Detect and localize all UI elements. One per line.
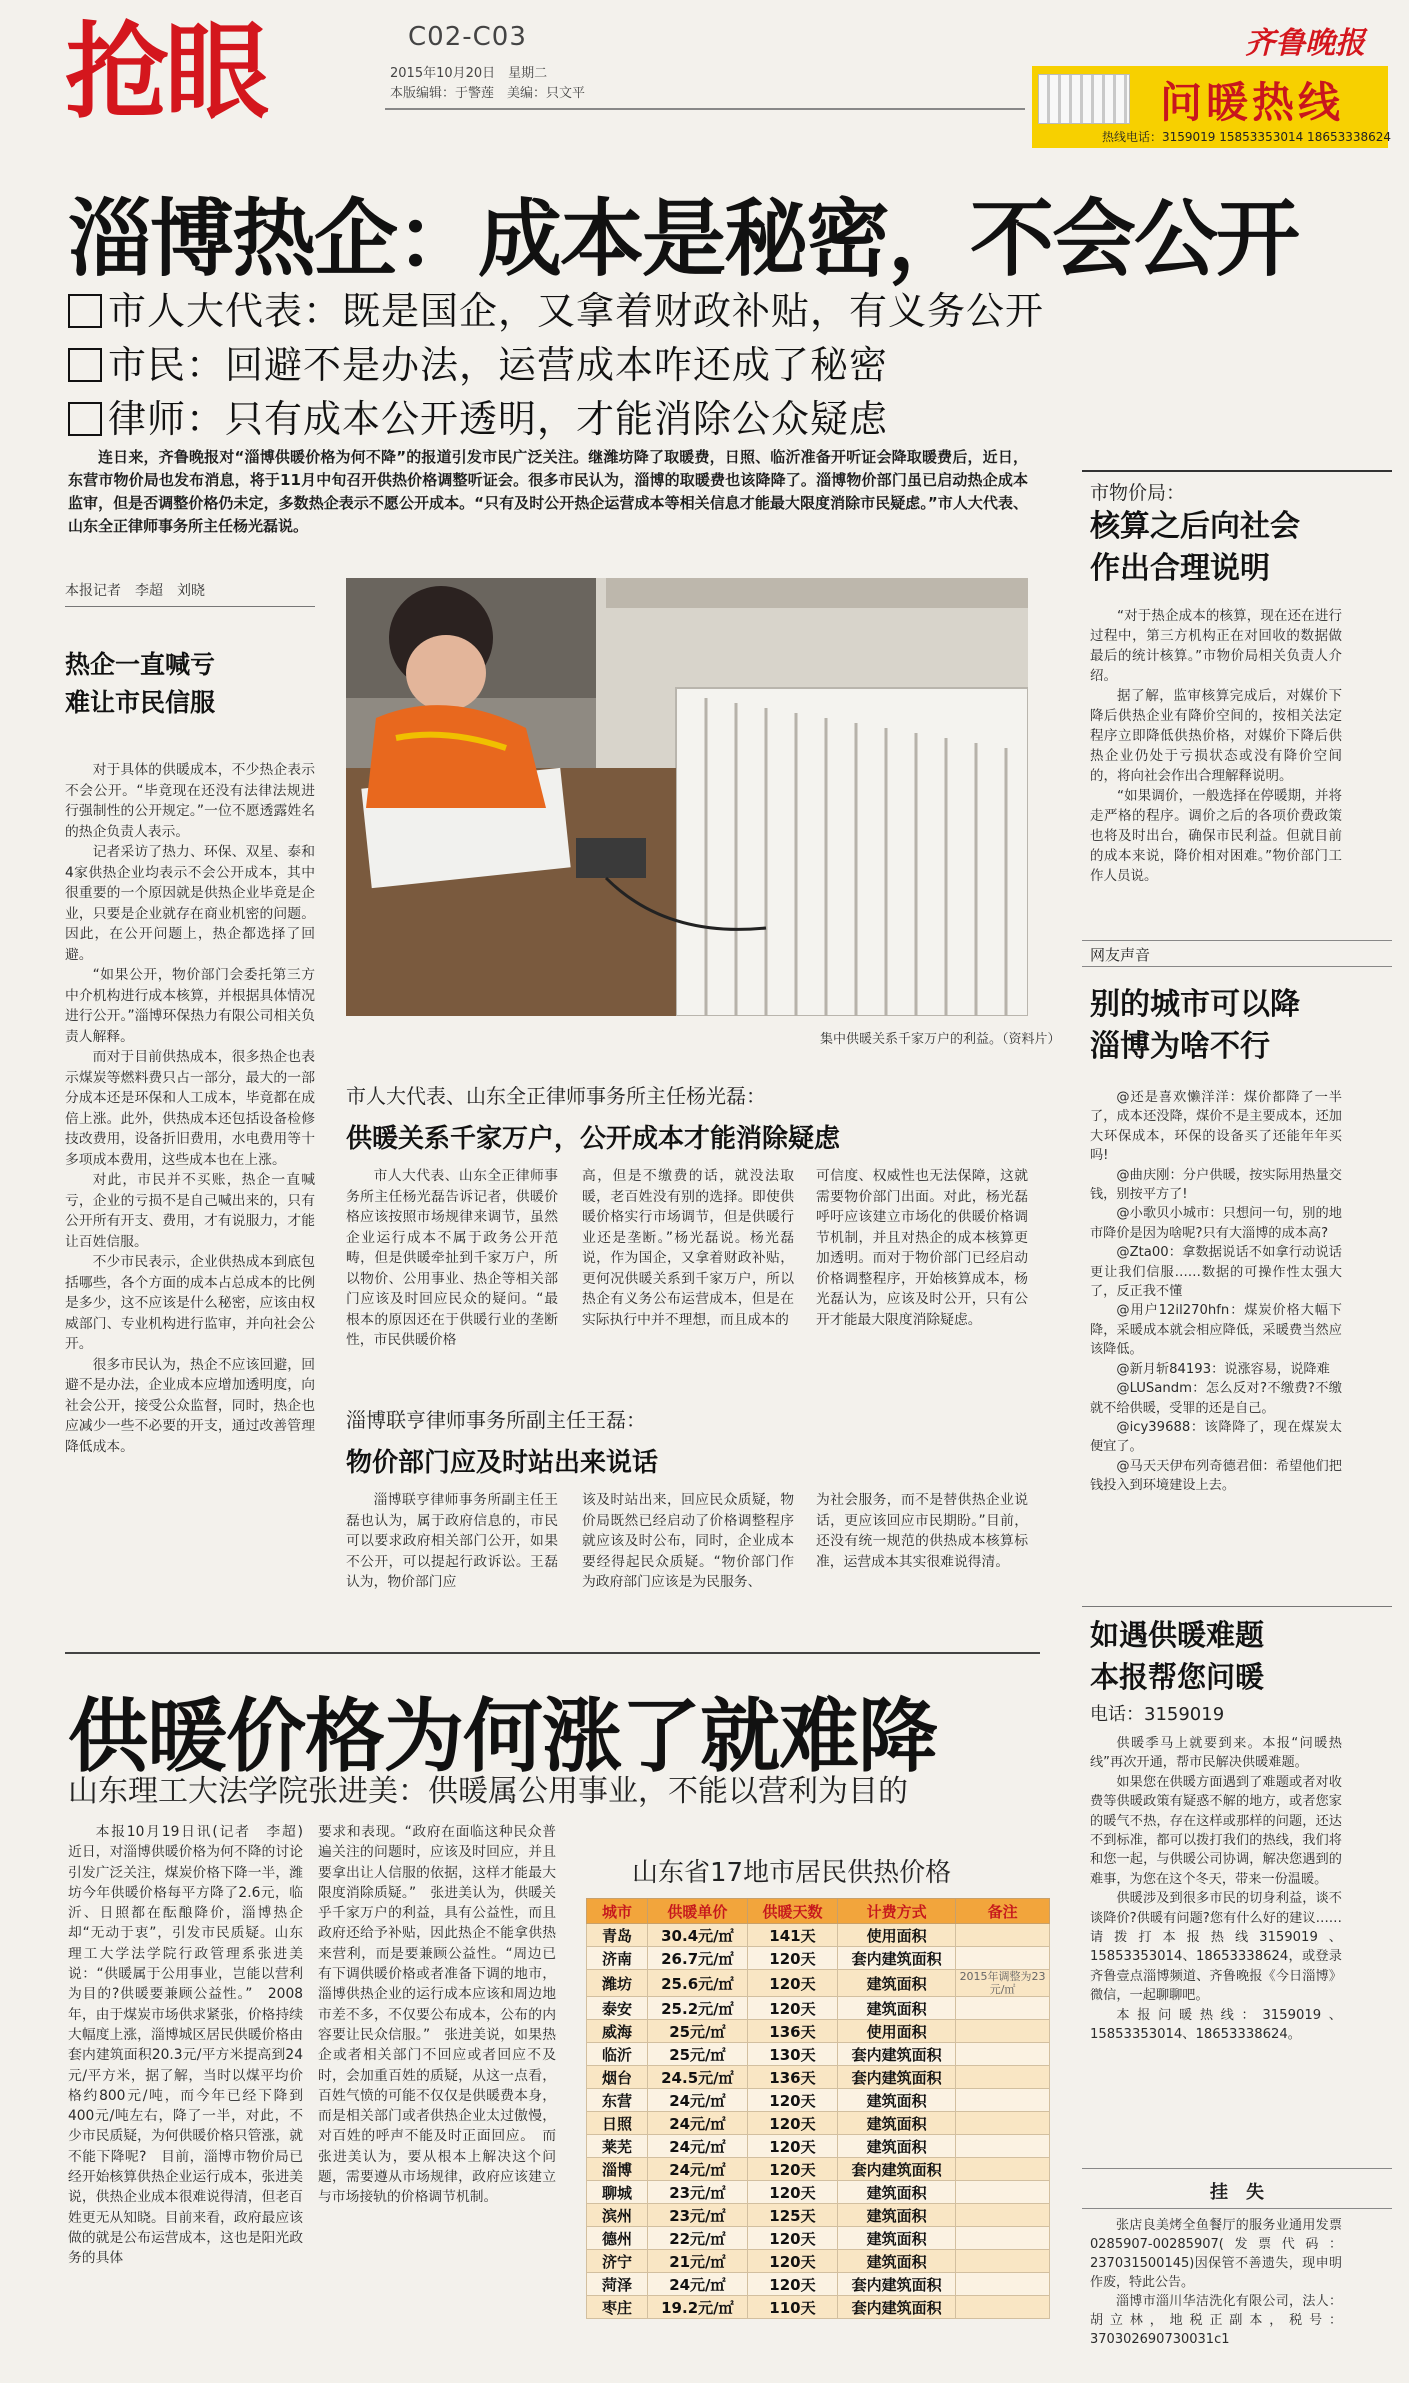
table-cell: 120天 (747, 1947, 837, 1970)
table-row (587, 2020, 1050, 2043)
table-row (587, 2089, 1050, 2112)
mid2-col-2 (582, 1490, 794, 1593)
paragraph: 为社会服务，而不是替供热企业说话，更应该回应市民期盼。”目前，还没有统一规范的供热成本核算标准，运营成本其实很难说得清。 (816, 1492, 1028, 1570)
comment: @还是喜欢懒洋洋：煤价都降了一半了，成本还没降，煤价不是主要成本，还加大环保成本，环保的设备买了还能年年买吗! (1090, 1090, 1342, 1164)
paragraph: 高，但是不缴费的话，就没法取暖，老百姓没有别的选择。即使供暖价格实行市场调节，但是供暖行业还是垄断。”杨光磊说。杨光磊说，作为国企，又拿着财政补贴，更何况供暖关系到千家万户，所以热企有义务公布运营成本，但是在实际执行中并不理想，而且成本的 (582, 1168, 794, 1328)
table-row (587, 1947, 1050, 1970)
s3-body (1090, 1734, 1342, 2045)
table-row (587, 2112, 1050, 2135)
table-cell: 25.2元/㎡ (647, 1997, 747, 2020)
note-cell (956, 2250, 1050, 2273)
table-cell: 建筑面积 (838, 2204, 956, 2227)
table-row (587, 2227, 1050, 2250)
main-headline: 淄博热企：成本是秘密，不会公开 (68, 190, 1299, 288)
page-numbers: C02-C03 (408, 22, 527, 52)
mid2-head: 物价部门应及时站出来说话 (346, 1448, 659, 1478)
left-head-line: 热企一直喊亏 (65, 650, 216, 679)
table-cell: 120天 (747, 2181, 837, 2204)
s1-body (1090, 606, 1342, 886)
table-cell: 建筑面积 (838, 2112, 956, 2135)
sidebar-rule (1082, 966, 1392, 967)
table-cell: 建筑面积 (838, 1997, 956, 2020)
table-row (587, 1924, 1050, 1947)
table-row (587, 2250, 1050, 2273)
note-cell (956, 2181, 1050, 2204)
lead-text: 连日来，齐鲁晚报对“淄博供暖价格为何不降”的报道引发市民广泛关注。继潍坊降了取暖费，日照、临沂准备开听证会降取暖费后，近日，东营市物价局也发布消息，将于11月中旬召开供热价格调整听证会。很多市民认为，淄博的取暖费也该降降了。淄博物价部门虽已启动热企成本监审，但是否调整价格仍未定，多数热企表示不愿公开成本。“只有及时公开热企运营成本等相关信息才能最大限度消除市民疑虑。”市人大代表、山东全正律师事务所主任杨光磊说。 (68, 448, 1028, 535)
comment: @新月斩84193：说涨容易，说降难 (1116, 1361, 1330, 1377)
table-cell: 120天 (747, 2089, 837, 2112)
note-cell (956, 2273, 1050, 2296)
note-cell (956, 2089, 1050, 2112)
s2-head (1090, 984, 1300, 1068)
sidebar-rule (1082, 2168, 1392, 2169)
table-cell: 套内建筑面积 (838, 2043, 956, 2066)
price-table-title: 山东省17地市居民供热价格 (632, 1858, 952, 1888)
radiator-icon (1038, 74, 1130, 124)
table-cell: 120天 (747, 2135, 837, 2158)
paragraph: “如果调价，一般选择在停暖期，并将走严格的程序。调价之后的各项价费政策也将及时出台，确保市民利益。但就目前的成本来说，降价相对困难。”物价部门工作人员说。 (1090, 788, 1342, 884)
comment: @Zta00：拿数据说话不如拿行动说话更让我们信服……数据的可操作性太强大了，反正我不懂 (1090, 1245, 1342, 1300)
table-cell: 120天 (747, 1970, 837, 1997)
city-cell: 莱芜 (587, 2135, 648, 2158)
photo-caption: 集中供暖关系千家万户的利益。（资料片） (820, 1032, 1061, 1047)
table-cell: 120天 (747, 2158, 837, 2181)
table-cell: 21元/㎡ (647, 2250, 747, 2273)
masthead-divider (385, 108, 1025, 110)
sidebar-top-rule (1082, 470, 1392, 472)
s3-phone: 电话：3159019 (1090, 1704, 1225, 1725)
table-cell: 24元/㎡ (647, 2112, 747, 2135)
table-row (587, 2204, 1050, 2227)
comment: @曲庆刚：分户供暖，按实际用热量交钱，别按平方了! (1090, 1167, 1342, 1203)
s4-body (1090, 2216, 1342, 2349)
byline: 本报记者 李超 刘晓 (65, 583, 205, 599)
city-cell: 泰安 (587, 1997, 648, 2020)
paragraph: 市人大代表、山东全正律师事务所主任杨光磊告诉记者，供暖价格应该按照市场规律来调节，虽然企业运行成本不属于政务公开范畴，但是供暖牵扯到千家万户，所以物价、公用事业、热企等相关部门应该及时回应民众的疑问。“最根本的原因还在于供暖行业的垄断性，市民供暖价格 (346, 1168, 558, 1348)
table-cell: 建筑面积 (838, 1970, 956, 1997)
table-cell: 使用面积 (838, 1924, 956, 1947)
left-head-line: 难让市民信服 (65, 688, 216, 717)
child-studying-by-radiator-image (346, 578, 1028, 1016)
subhead-2 (68, 334, 888, 389)
table-cell: 建筑面积 (838, 2227, 956, 2250)
paragraph: 对此，市民并不买账，热企一直喊亏，企业的亏损不是自己喊出来的，只有公开所有开支、费用，才有说服力，才能让百姓信服。 (65, 1172, 315, 1250)
table-cell: 使用面积 (838, 2020, 956, 2043)
paragraph: 如果您在供暖方面遇到了难题或者对收费等供暖政策有疑惑不解的地方，或者您家的暖气不热，存在这样或那样的问题，还达不到标准，都可以拨打我们的热线，我们将和您一起，与供暖公司协调，解决您遇到的难事，为您在这个冬天，带来一份温暖。 (1090, 1774, 1342, 1887)
s2-tag: 网友声音 (1090, 946, 1151, 964)
city-cell: 潍坊 (587, 1970, 648, 1997)
byline-rule (65, 606, 315, 607)
subhead-1 (68, 280, 1044, 335)
column-header: 供暖单价 (647, 1899, 747, 1924)
hotline-numbers: 热线电话：3159019 15853353014 18653338624 (1102, 130, 1392, 144)
left-section-head (65, 646, 215, 722)
mid1-label: 市人大代表、山东全正律师事务所主任杨光磊： (346, 1084, 766, 1108)
table-cell: 130天 (747, 2043, 837, 2066)
table-cell: 建筑面积 (838, 2135, 956, 2158)
paragraph: 记者采访了热力、环保、双星、泰和4家供热企业均表示不会公开成本，其中很重要的一个原因就是供热企业毕竟是企业，只要是企业就存在商业机密的问题。因此，在公开问题上，热企都选择了回避。 (65, 844, 315, 963)
city-cell: 济宁 (587, 2250, 648, 2273)
head-line: 别的城市可以降 (1090, 987, 1300, 1022)
note-cell (956, 2043, 1050, 2066)
city-cell: 临沂 (587, 2043, 648, 2066)
mid2-label: 淄博联亨律师事务所副主任王磊： (346, 1408, 646, 1432)
city-cell: 烟台 (587, 2066, 648, 2089)
column-header: 计费方式 (838, 1899, 956, 1924)
paragraph: 而对于目前供热成本，很多热企也表示煤炭等燃料费只占一部分，最大的一部分成本还是环保和人工成本，毕竟都在成倍上涨。此外，供热成本还包括设备检修技改费用，设备折旧费用，水电费用等十多项成本费用，这些成本也在上涨。 (65, 1049, 315, 1168)
subhead-text: 市民：回避不是办法，运营成本咋还成了秘密 (108, 343, 889, 387)
table-cell: 25元/㎡ (647, 2043, 747, 2066)
s4-head: 挂 失 (1210, 2182, 1264, 2203)
city-cell: 威海 (587, 2020, 648, 2043)
paragraph: 张店良美烤全鱼餐厅的服务业通用发票0285907-00285907(发票代码：237031500145)因保管不善遗失，现申明作废，特此公告。 (1090, 2218, 1342, 2290)
table-cell: 24元/㎡ (647, 2158, 747, 2181)
paragraph: 本报问暖热线：3159019、15853353014、18653338624。 (1090, 2007, 1342, 2043)
comment: @小歌贝小城市：只想问一句，别的地市降价是因为啥呢?只有大淄博的成本高? (1090, 1206, 1342, 1241)
mid1-head: 供暖关系千家万户，公开成本才能消除疑虑 (346, 1124, 841, 1154)
table-cell: 120天 (747, 2227, 837, 2250)
note-cell (956, 2296, 1050, 2319)
table-cell: 26.7元/㎡ (647, 1947, 747, 1970)
paragraph: 该及时站出来，回应民众质疑，物价局既然已经启动了价格调整程序就应该及时公布，同时，企业成本要经得起民众质疑。“物价部门作为政府部门应该是为民服务、 (582, 1492, 794, 1590)
table-cell: 136天 (747, 2066, 837, 2089)
note-cell (956, 1924, 1050, 1947)
comment: @用户12il270hfn：煤炭价格大幅下降，采暖成本就会相应降低，采暖费当然应该降低。 (1090, 1303, 1342, 1358)
lead-paragraph (68, 446, 1028, 538)
table-row (587, 2296, 1050, 2319)
note-cell (956, 1997, 1050, 2020)
paragraph: 不少市民表示，企业供热成本到底包括哪些，各个方面的成本占总成本的比例是多少，这不应该是什么秘密，应该由权威部门、专业机构进行监审，并向社会公开。 (65, 1254, 315, 1352)
table-row (587, 2066, 1050, 2089)
checkbox-icon (68, 402, 102, 436)
comment: @马天天伊布列奇德君佃：希望他们把钱投入到环境建设上去。 (1090, 1458, 1342, 1494)
city-cell: 菏泽 (587, 2273, 648, 2296)
s3-head (1090, 1614, 1264, 1698)
checkbox-icon (68, 294, 102, 328)
head-line: 本报帮您问暖 (1090, 1660, 1265, 1694)
table-cell: 136天 (747, 2020, 837, 2043)
second-headline: 供暖价格为何涨了就难降 (68, 1690, 937, 1783)
table-cell: 建筑面积 (838, 2181, 956, 2204)
sidebar-rule (1082, 940, 1392, 941)
head-line: 核算之后向社会 (1090, 509, 1300, 544)
table-row (587, 2135, 1050, 2158)
note-cell: 2015年调整为23元/㎡ (956, 1970, 1050, 1997)
table-cell: 25.6元/㎡ (647, 1970, 747, 1997)
hotline-title: 问暖热线 (1160, 78, 1345, 127)
city-cell: 日照 (587, 2112, 648, 2135)
paragraph: 淄博联亨律师事务所副主任王磊也认为，属于政府信息的，市民可以要求政府相关部门公开，如果不公开，可以提起行政诉讼。王磊认为，物价部门应 (346, 1492, 558, 1590)
note-cell (956, 2066, 1050, 2089)
subhead-text: 律师：只有成本公开透明，才能消除公众疑虑 (108, 397, 889, 441)
table-cell: 24元/㎡ (647, 2089, 747, 2112)
table-cell: 25元/㎡ (647, 2020, 747, 2043)
mid1-col-1 (346, 1166, 558, 1351)
paragraph: 供暖涉及到很多市民的切身利益，谈不谈降价?供暖有问题?您有什么好的建议……请拨打本报热线3159019、15853353014、18653338624，或登录齐鲁壹点淄博频道、齐鲁晚报《今日淄博》微信，一起聊聊吧。 (1090, 1891, 1342, 2004)
paragraph: “如果公开，物价部门会委托第三方中介机构进行成本核算，并根据具体情况进行公开。”淄博环保热力有限公司相关负责人解释。 (65, 967, 315, 1045)
mid2-col-1 (346, 1490, 558, 1593)
paragraph: 对于具体的供暖成本，不少热企表示不会公开。“毕竟现在还没有法律法规进行强制性的公开规定。”一位不愿透露姓名的热企负责人表示。 (65, 762, 315, 840)
paragraph: 本报10月19日讯(记者 李超) 近日，对淄博供暖价格为何不降的讨论引发广泛关注，煤炭价格下降一半，潍坊今年供暖价格每平方降了2.6元，临沂、日照都在酝酿降价，淄博热企却“无动于衷”，引发市民质疑。山东理工大学法学院行政管理系张进美说：“供暖属于公用事业，岂能以营利为目的?供暖要兼顾公益性。” 2008年，由于煤炭市场供求紧张，价格持续大幅度上涨，淄博城区居民供暖价格由套内建筑面积20.3元/平方米提高到24元/平方米，据了解，当时以煤平均价格约800元/吨，而今年已经下降到400元/吨左右，降了一半，对此，不少市民质疑，为何供暖价格只管涨，就不能下降呢? 目前，淄博市物价局已经开始核算供热企业运行成本，张进美说，供热企业成本很难说得清，但老百姓更无从知晓。目前来看，政府最应该做的就是公布运营成本，这也是阳光政务的具体 (68, 1824, 317, 2267)
subhead-text: 市人大代表：既是国企，又拿着财政补贴，有义务公开 (108, 289, 1045, 333)
table-cell: 125天 (747, 2204, 837, 2227)
left-column (65, 760, 315, 1457)
table-row (587, 2158, 1050, 2181)
paragraph: 很多市民认为，热企不应该回避，回避不是办法，企业成本应增加透明度，向社会公开，接受公众监督，同时，热企也应减少一些不必要的开支，通过改善管理降低成本。 (65, 1356, 315, 1455)
city-cell: 淄博 (587, 2158, 648, 2181)
table-cell: 120天 (747, 1997, 837, 2020)
table-row (587, 2181, 1050, 2204)
note-cell (956, 2112, 1050, 2135)
table-cell: 套内建筑面积 (838, 2158, 956, 2181)
head-line: 淄博为啥不行 (1090, 1029, 1270, 1064)
news-photo (346, 578, 1028, 1016)
checkbox-icon (68, 348, 102, 382)
note-cell (956, 2158, 1050, 2181)
table-cell: 23元/㎡ (647, 2181, 747, 2204)
table-cell: 19.2元/㎡ (647, 2296, 747, 2319)
subhead-3 (68, 388, 888, 443)
column-header: 城市 (587, 1899, 648, 1924)
table-cell: 建筑面积 (838, 2089, 956, 2112)
table-cell: 建筑面积 (838, 2250, 956, 2273)
city-cell: 聊城 (587, 2181, 648, 2204)
table-cell: 22元/㎡ (647, 2227, 747, 2250)
city-cell: 枣庄 (587, 2296, 648, 2319)
table-cell: 套内建筑面积 (838, 1947, 956, 1970)
table-cell: 30.4元/㎡ (647, 1924, 747, 1947)
table-cell: 120天 (747, 2250, 837, 2273)
note-cell (956, 2135, 1050, 2158)
issue-date: 2015年10月20日 星期二 (390, 66, 548, 81)
paragraph: “对于热企成本的核算，现在还在进行过程中，第三方机构正在对回收的数据做最后的统计核算。”市物价局相关负责人介绍。 (1090, 608, 1342, 684)
table-cell: 套内建筑面积 (838, 2273, 956, 2296)
table-cell: 110天 (747, 2296, 837, 2319)
table-cell: 套内建筑面积 (838, 2066, 956, 2089)
city-cell: 德州 (587, 2227, 648, 2250)
table-cell: 24.5元/㎡ (647, 2066, 747, 2089)
table-cell: 23元/㎡ (647, 2204, 747, 2227)
city-cell: 滨州 (587, 2204, 648, 2227)
story2-col-2 (318, 1822, 556, 2208)
table-cell: 套内建筑面积 (838, 2296, 956, 2319)
sidebar-rule (1082, 2208, 1392, 2209)
table-row (587, 1970, 1050, 1997)
table-cell: 24元/㎡ (647, 2273, 747, 2296)
table-cell: 141天 (747, 1924, 837, 1947)
note-cell (956, 2020, 1050, 2043)
second-subhead: 山东理工大法学院张进美：供暖属公用事业，不能以营利为目的 (68, 1774, 908, 1809)
paragraph: 要求和表现。“政府在面临这种民众普遍关注的问题时，应该及时回应，并且要拿出让人信服的依据，这样才能最大限度消除质疑。” 张进美认为，供暖关乎千家万户的利益，具有公益性，而且政府还给予补贴，因此热企不能拿供热来营利，而是要兼顾公益性。“周边已有下调供暖价格或者准备下调的地市，淄博供热企业的运行成本应该和周边地市差不多，不仅要公布成本，公布的内容要让民众信服。” 张进美说，如果热企或者相关部门不回应或者回应不及时，会加重百姓的质疑，从这一点看，百姓气愤的可能不仅仅是供暖费本身，而是相关部门或者供热企业太过傲慢，对百姓的呼声不能及时正面回应。 而张进美认为，要从根本上解决这个问题，需要遵从市场规律，政府应该建立与市场接轨的价格调节机制。 (318, 1824, 556, 2206)
column-header: 供暖天数 (747, 1899, 837, 1924)
table-cell: 120天 (747, 2273, 837, 2296)
paragraph: 据了解，监审核算完成后，对媒价下降后供热企业有降价空间的，按相关法定程序立即降低供热价格，对媒价下降后供热企业仍处于亏损状态或没有降价空间的，将向社会作出合理解释说明。 (1090, 688, 1342, 784)
column-header: 备注 (956, 1899, 1050, 1924)
paragraph: 淄博市淄川华洁洗化有限公司，法人：胡立林，地税正副本，税号：370302690730031c1 (1090, 2294, 1342, 2347)
note-cell (956, 1947, 1050, 1970)
comment: @LUSandm：怎么反对?不缴费?不缴就不给供暖，受罪的还是自己。 (1090, 1381, 1342, 1416)
sidebar-rule (1082, 1606, 1392, 1607)
head-line: 如遇供暖难题 (1090, 1618, 1265, 1652)
price-table (586, 1898, 1050, 2319)
head-line: 作出合理说明 (1090, 551, 1270, 586)
s1-tag: 市物价局： (1090, 482, 1186, 504)
paragraph: 供暖季马上就要到来。本报“问暖热线”再次开通，帮市民解决供暖难题。 (1090, 1736, 1342, 1771)
s1-head (1090, 506, 1300, 590)
city-cell: 东营 (587, 2089, 648, 2112)
table-header-row (587, 1899, 1050, 1924)
city-cell: 青岛 (587, 1924, 648, 1947)
table-cell: 24元/㎡ (647, 2135, 747, 2158)
note-cell (956, 2204, 1050, 2227)
mid2-col-3 (816, 1490, 1028, 1572)
story-divider (65, 1652, 1040, 1654)
story2-col-1 (68, 1822, 317, 2269)
table-row (587, 1997, 1050, 2020)
comment: @icy39688：该降降了，现在煤炭太便宜了。 (1090, 1419, 1342, 1455)
city-cell: 济南 (587, 1947, 648, 1970)
mid1-col-2 (582, 1166, 794, 1330)
table-cell: 120天 (747, 2112, 837, 2135)
table-row (587, 2043, 1050, 2066)
table-row (587, 2273, 1050, 2296)
section-logo: 抢眼 (65, 10, 266, 133)
hotline-banner (1032, 66, 1392, 148)
s2-body (1090, 1088, 1342, 1496)
paragraph: 可信度、权威性也无法保障，这就需要物价部门出面。对此，杨光磊呼吁应该建立市场化的供暖价格调节机制，并且对热企的成本核算更加透明。而对于物价部门已经启动价格调整程序，开始核算成本，杨光磊认为，应该及时公开，只有公开才能最大限度消除疑虑。 (816, 1168, 1028, 1328)
mid1-col-3 (816, 1166, 1028, 1330)
note-cell (956, 2227, 1050, 2250)
newspaper-name: 齐鲁晚报 (1245, 26, 1365, 61)
editor-credits: 本版编辑：于警莲 美编：只文平 (390, 86, 586, 101)
